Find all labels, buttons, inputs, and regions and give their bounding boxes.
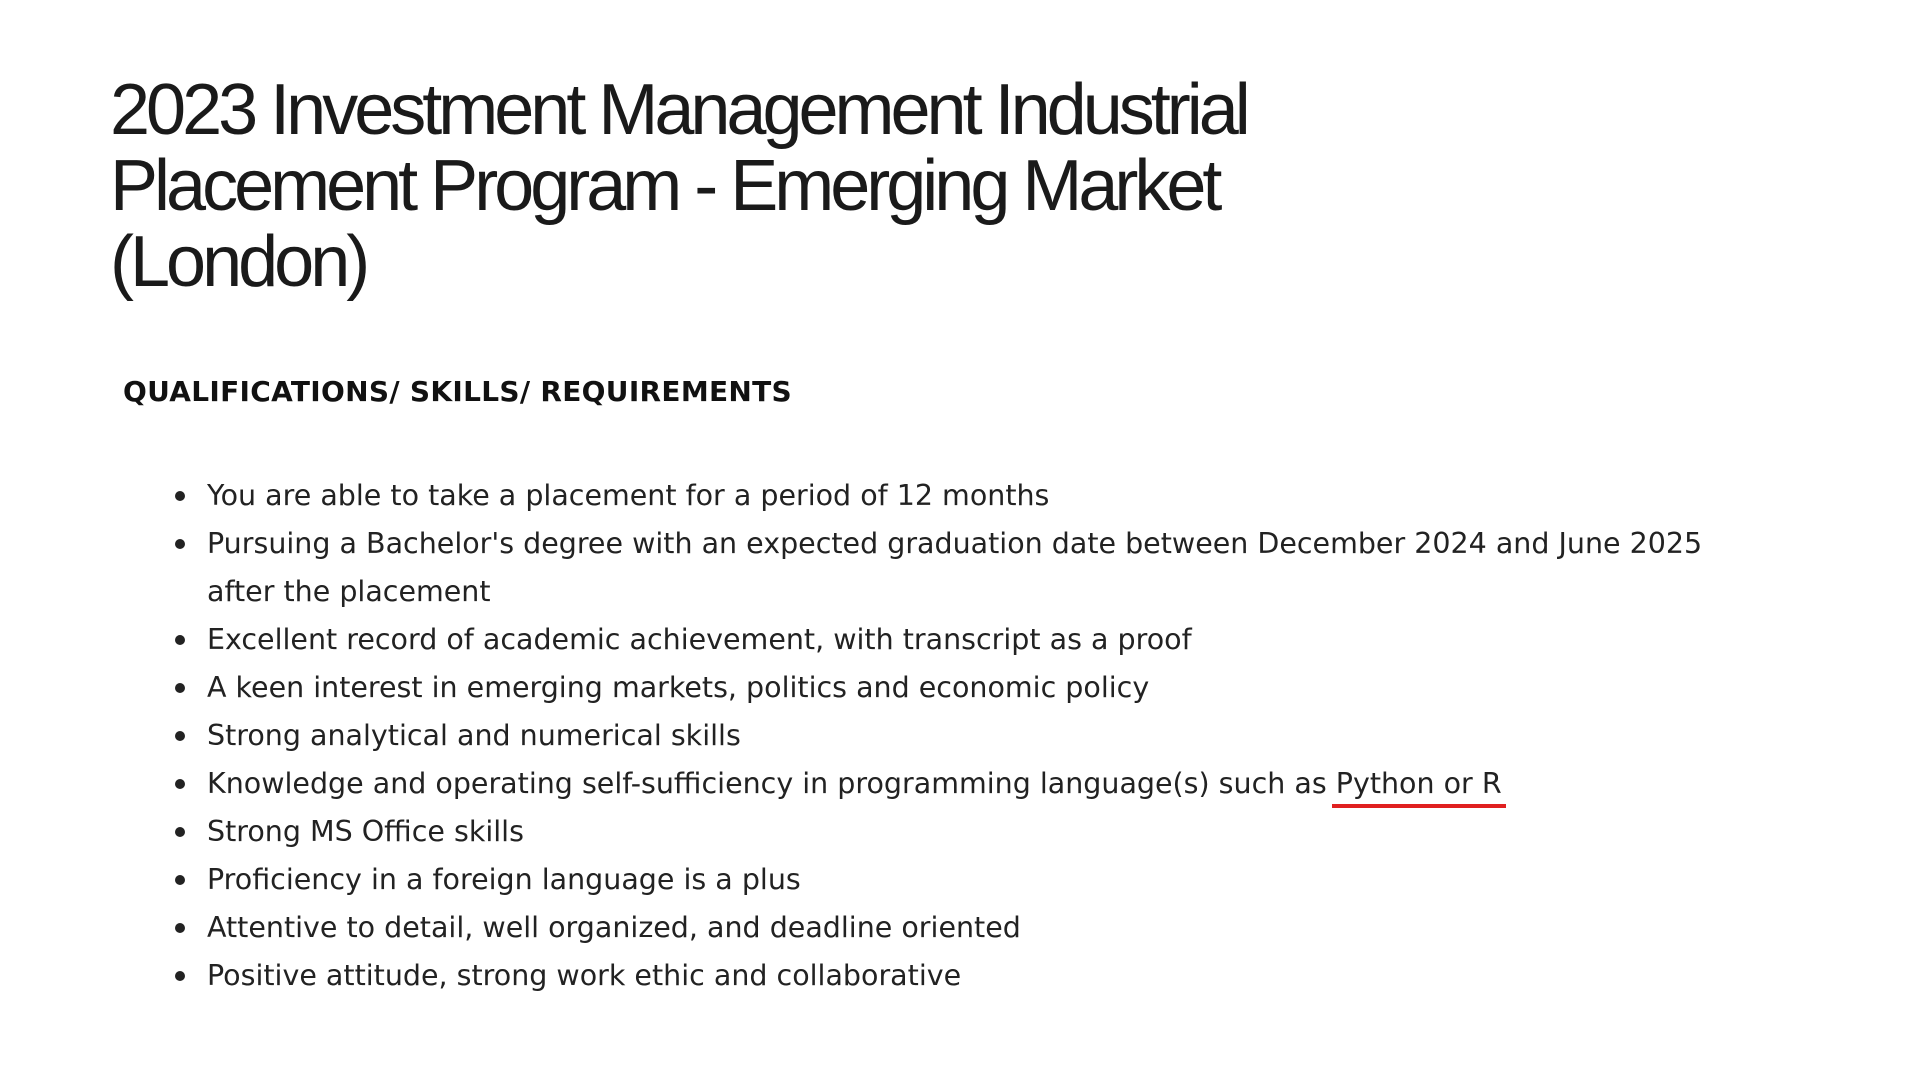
page-title: 2023 Investment Management Industrial Placement Program - Emerging Market (London) (110, 70, 1247, 302)
bullet-icon (175, 539, 185, 549)
list-item-text: Excellent record of academic achievement, with transcript as a proof (207, 623, 1192, 656)
list-item (172, 808, 1732, 856)
list-item (172, 520, 1732, 616)
list-item (172, 904, 1732, 952)
list-item (172, 616, 1732, 664)
list-item (172, 760, 1732, 808)
list-item-text: Attentive to detail, well organized, and deadline oriented (207, 911, 1021, 944)
bullet-icon (175, 923, 185, 933)
bullet-icon (175, 971, 185, 981)
list-item-text: Strong MS Office skills (207, 815, 524, 848)
bullet-icon (175, 779, 185, 789)
requirements-list (172, 472, 1732, 1000)
list-item-text: A keen interest in emerging markets, politics and economic policy (207, 671, 1150, 704)
bullet-icon (175, 827, 185, 837)
list-item-text: Positive attitude, strong work ethic and collaborative (207, 959, 962, 992)
list-item-text: You are able to take a placement for a period of 12 months (207, 479, 1050, 512)
bullet-icon (175, 635, 185, 645)
list-item (172, 952, 1732, 1000)
list-item (172, 472, 1732, 520)
bullet-icon (175, 731, 185, 741)
bullet-icon (175, 491, 185, 501)
bullet-icon (175, 683, 185, 693)
highlighted-text: Python or R (1332, 767, 1506, 808)
list-item (172, 856, 1732, 904)
list-item-text: Pursuing a Bachelor's degree with an expected graduation date between December 2024 and June 2025 after the placement (207, 527, 1703, 608)
list-item (172, 664, 1732, 712)
bullet-icon (175, 875, 185, 885)
list-item-text: Strong analytical and numerical skills (207, 719, 741, 752)
list-item-text: Knowledge and operating self-sufficiency in programming language(s) such as (207, 767, 1336, 800)
list-item (172, 712, 1732, 760)
list-item-text: Proficiency in a foreign language is a plus (207, 863, 801, 896)
section-heading: QUALIFICATIONS/ SKILLS/ REQUIREMENTS (123, 375, 793, 408)
